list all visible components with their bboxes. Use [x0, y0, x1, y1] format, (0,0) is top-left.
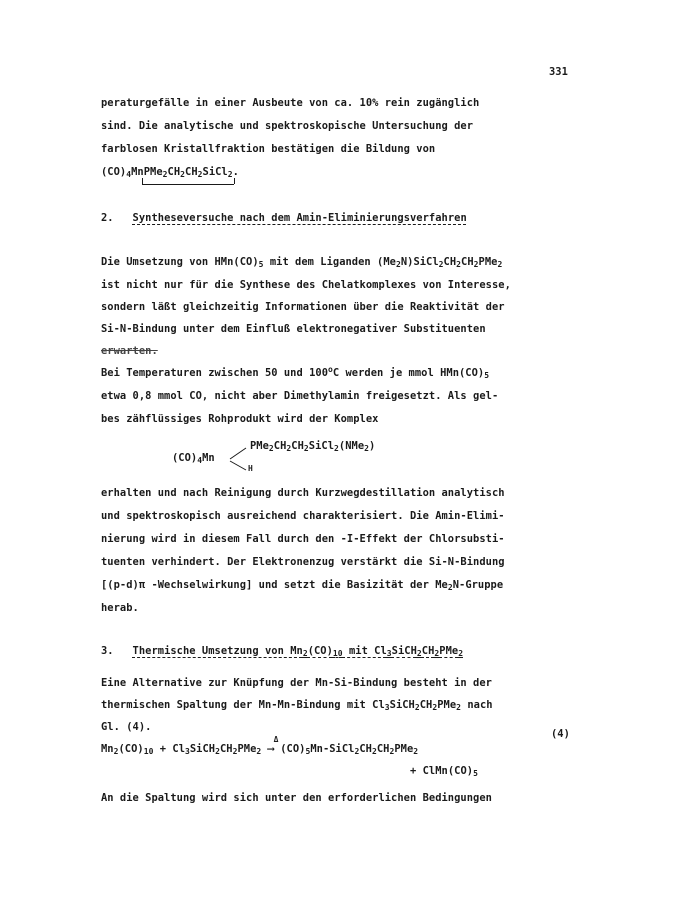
s2-p3-line-1: erhalten und nach Reinigung durch Kurzwegdestillation analytisch: [101, 487, 505, 499]
page-number: 331: [549, 66, 568, 78]
s2-p1-line-2: ist nicht nur für die Synthese des Chelatkomplexes von Interesse,: [101, 279, 511, 291]
s3-last-line: An die Spaltung wird sich unter den erforderlichen Bedingungen: [101, 792, 492, 804]
reaction-arrow: Δ ⟶: [267, 735, 279, 755]
s3-p1-line-3: Gl. (4).: [101, 721, 152, 733]
complex-mn-fragment: $(CO)_4Mn$: [172, 452, 215, 465]
intro-line-1: peraturgefälle in einer Ausbeute von ca. 10% rein zugänglich: [101, 97, 480, 109]
s2-p1-line-4: Si-N-Bindung unter dem Einfluß elektronegativer Substituenten: [101, 323, 486, 335]
s2-p1-line-3: sondern läßt gleichzeitig Informationen über die Reaktivität der: [101, 301, 505, 313]
s2-p3-line-5: [(p-d)π -Wechselwirkung] und setzt die Basizität der $Me_2N$-Gruppe: [101, 579, 504, 592]
equation-4-line-1: $Mn_2(CO)_{10}$ + $Cl_3SiCH_2CH_2PMe_2$ Δ ⟶ $(CO)_5Mn-SiCl_2CH_2CH_2PMe_2$: [101, 735, 419, 756]
complex-phosphine-ligand: $PMe_2CH_2CH_2SiCl_2(NMe_2)$: [250, 440, 376, 453]
section-2-heading: 2. Syntheseversuche nach dem Amin-Eliminierungsverfahren: [101, 212, 467, 224]
s3-p1-line-2: thermischen Spaltung der Mn-Mn-Bindung mit $Cl_3SiCH_2CH_2PMe_2$ nach: [101, 699, 493, 712]
section-2-title: Syntheseversuche nach dem Amin-Eliminierungsverfahren: [132, 212, 467, 224]
equation-number: (4): [551, 728, 570, 740]
intro-formula: $(CO)_4MnPMe_2CH_2CH_2SiCl_2$.: [101, 166, 239, 179]
s2-p2-line-2: etwa 0,8 mmol CO, nicht aber Dimethylamin freigesetzt. Als gel-: [101, 390, 499, 402]
s2-p3-line-3: nierung wird in diesem Fall durch den -I-Effekt der Chlorsubsti-: [101, 533, 505, 545]
complex-bonds: [228, 442, 250, 474]
complex-structure: [172, 440, 452, 478]
s2-p1-line-5: erwarten.: [101, 345, 158, 357]
complex-hydride: H: [248, 464, 253, 473]
s3-p1-line-1: Eine Alternative zur Knüpfung der Mn-Si-Bindung besteht in der: [101, 677, 492, 689]
s2-p1-line-1: Die Umsetzung von $HMn(CO)_5$ mit dem Liganden $(Me_2N)SiCl_2CH_2CH_2PMe_2$: [101, 256, 503, 269]
s2-p3-line-4: tuenten verhindert. Der Elektronenzug verstärkt die Si-N-Bindung: [101, 556, 505, 568]
chelate-bracket-right: [234, 178, 235, 184]
s2-p2-line-1: Bei Temperaturen zwischen 50 und 100$^o$C werden je mmol $HMn(CO)_5$: [101, 365, 490, 380]
s2-p2-line-3: bes zähflüssiges Rohprodukt wird der Komplex: [101, 413, 379, 425]
equation-4-line-2: + $ClMn(CO)_5$: [410, 765, 478, 778]
s2-p3-line-6: herab.: [101, 602, 139, 614]
section-3-title: Thermische Umsetzung von $Mn_2(CO)_{10}$ mit $Cl_3SiCH_2CH_2PMe_2$: [132, 645, 464, 658]
intro-line-2: sind. Die analytische und spektroskopische Untersuchung der: [101, 120, 474, 132]
section-3-heading: 3. Thermische Umsetzung von $Mn_2(CO)_{10}$ mit $Cl_3SiCH_2CH_2PMe_2$: [101, 645, 464, 658]
chelate-bracket-bar: [142, 184, 234, 185]
s2-p3-line-2: und spektroskopisch ausreichend charakterisiert. Die Amin-Elimi-: [101, 510, 505, 522]
intro-line-3: farblosen Kristallfraktion bestätigen die Bildung von: [101, 143, 436, 155]
heat-label: Δ: [273, 735, 279, 744]
